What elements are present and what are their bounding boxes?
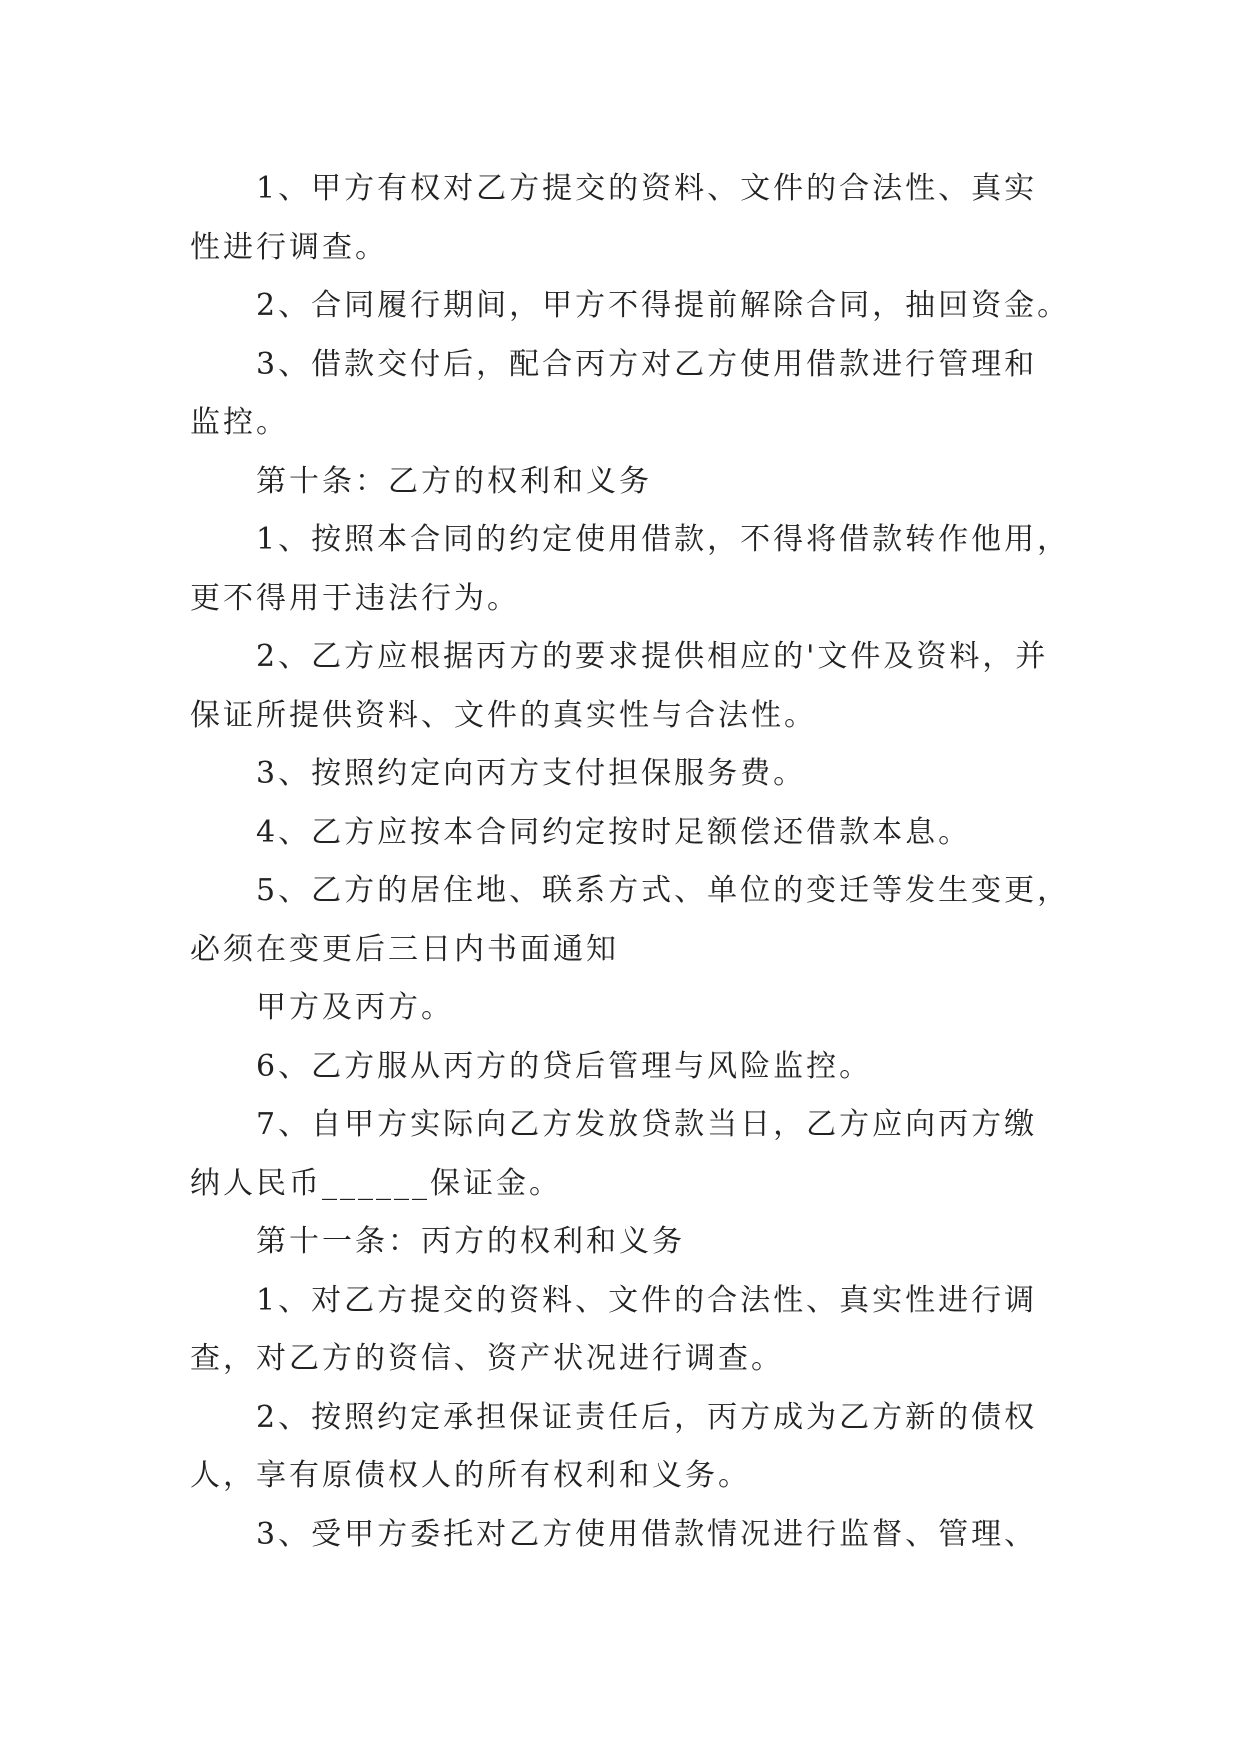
section-heading: 第十条：乙方的权利和义务	[256, 463, 652, 499]
paragraph-line: 3、受甲方委托对乙方使用借款情况进行监督、管理、	[256, 1516, 1038, 1552]
paragraph-line: 更不得用于违法行为。	[190, 580, 520, 616]
paragraph-line: 7、自甲方实际向乙方发放贷款当日，乙方应向丙方缴	[256, 1107, 1038, 1142]
paragraph-line: 1、按照本合同的约定使用借款，不得将借款转作他用，	[256, 522, 1071, 557]
paragraph-line: 5、乙方的居住地、联系方式、单位的变迁等发生变更，	[256, 873, 1071, 908]
paragraph-line: 性进行调查。	[190, 229, 388, 265]
paragraph-line: 6、乙方服从丙方的贷后管理与风险监控。	[256, 1048, 873, 1084]
paragraph-line: 监控。	[190, 405, 289, 440]
paragraph-line: 1、对乙方提交的资料、文件的合法性、真实性进行调	[256, 1282, 1038, 1318]
paragraph-line: 4、乙方应按本合同约定按时足额偿还借款本息。	[256, 814, 972, 850]
section-heading: 第十一条：丙方的权利和义务	[256, 1224, 685, 1259]
paragraph-line: 3、借款交付后，配合丙方对乙方使用借款进行管理和	[256, 346, 1038, 382]
paragraph-line: 2、合同履行期间，甲方不得提前解除合同，抽回资金。	[256, 288, 1071, 323]
paragraph-line: 3、按照约定向丙方支付担保服务费。	[256, 756, 807, 791]
paragraph-line: 2、乙方应根据丙方的要求提供相应的'文件及资料，并	[256, 639, 1049, 674]
paragraph-line: 查，对乙方的资信、资产状况进行调查。	[190, 1341, 784, 1376]
paragraph-line: 1、甲方有权对乙方提交的资料、文件的合法性、真实	[256, 171, 1038, 206]
document-body	[190, 160, 1070, 1564]
paragraph-line: 保证所提供资料、文件的真实性与合法性。	[190, 697, 817, 733]
paragraph-line: 人，享有原债权人的所有权利和义务。	[190, 1458, 751, 1493]
paragraph-line: 必须在变更后三日内书面通知	[190, 931, 619, 967]
paragraph-line: 纳人民币______保证金。	[190, 1165, 562, 1201]
paragraph-line: 2、按照约定承担保证责任后，丙方成为乙方新的债权	[256, 1399, 1038, 1435]
paragraph-line: 甲方及丙方。	[256, 990, 454, 1025]
